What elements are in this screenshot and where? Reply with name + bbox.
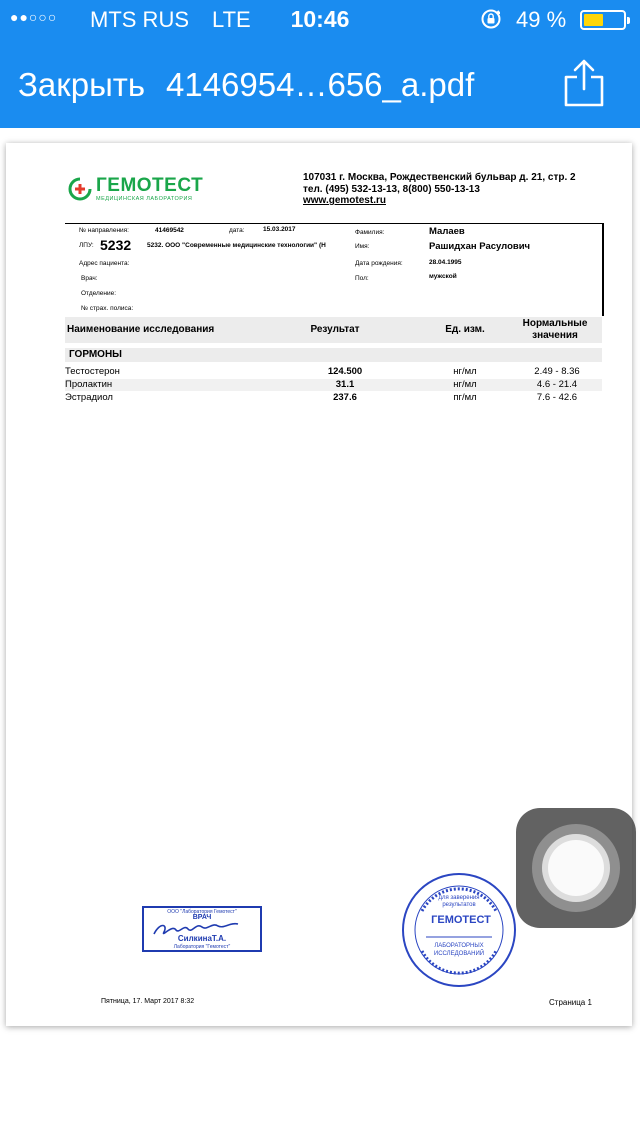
- birth-value: 28.04.1995: [429, 259, 462, 266]
- status-bar: [0, 0, 640, 40]
- test-unit: нг/мл: [453, 379, 477, 390]
- lab-address: [303, 172, 576, 207]
- doctor-label: Врач:: [81, 275, 98, 282]
- date-label: дата:: [229, 227, 245, 234]
- document-title: 4146954…656_a.pdf: [166, 66, 475, 103]
- assistive-ring-inner: [548, 840, 604, 896]
- page-number: Страница 1: [549, 998, 592, 1007]
- header-unit: Ед. изм.: [445, 324, 485, 335]
- table-row: [65, 392, 602, 404]
- test-unit: нг/мл: [453, 366, 477, 377]
- table-row: [65, 366, 602, 378]
- logo-name: ГЕМОТЕСТ: [96, 175, 204, 196]
- lab-round-stamp: [400, 871, 518, 989]
- sex-label: Пол:: [355, 275, 369, 282]
- test-result: 31.1: [335, 379, 355, 390]
- address-label: Адрес пациента:: [79, 260, 130, 267]
- round-stamp-brand: ГЕМОТЕСТ: [431, 914, 491, 926]
- lpu-value: 5232: [100, 237, 132, 253]
- sex-value: мужской: [429, 273, 457, 280]
- department-label: Отделение:: [81, 290, 117, 297]
- assistive-touch-icon[interactable]: [516, 808, 636, 928]
- clock: 10:46: [290, 6, 350, 32]
- share-icon[interactable]: [562, 58, 606, 108]
- surname-label: Фамилия:: [355, 229, 385, 236]
- surname-value: Малаев: [429, 226, 465, 237]
- doctor-stamp-title: ВРАЧ: [192, 914, 212, 921]
- header-norm-1: Нормальные: [522, 318, 588, 329]
- top-bar: [0, 0, 640, 128]
- test-result: 124.500: [327, 366, 363, 377]
- round-stamp-icon: [400, 871, 518, 989]
- address-line: 107031 г. Москва, Рождественский бульвар д. 21, стр. 2: [303, 172, 576, 183]
- battery-icon: [580, 10, 626, 30]
- nav-bar: [0, 40, 640, 128]
- logo-subtitle: МЕДИЦИНСКАЯ ЛАБОРАТОРИЯ: [96, 196, 193, 202]
- gemotest-logo: [68, 173, 208, 205]
- doctor-stamp: [142, 906, 262, 952]
- close-button[interactable]: Закрыть: [18, 66, 146, 103]
- birth-label: Дата рождения:: [355, 260, 403, 267]
- test-unit: пг/мл: [453, 392, 477, 403]
- test-name: Эстрадиол: [65, 392, 113, 403]
- policy-label: № страх. полиса:: [81, 305, 134, 312]
- test-norm: 7.6 - 42.6: [536, 392, 578, 403]
- carrier-name: MTS RUS: [90, 7, 189, 32]
- doctor-stamp-name: СилкинаТ.А.: [177, 934, 227, 943]
- test-norm: 2.49 - 8.36: [534, 366, 580, 377]
- name-value: Рашидхан Расулович: [429, 241, 531, 252]
- print-date: Пятница, 17. Март 2017 8:32: [101, 998, 195, 1005]
- lpu-label: ЛПУ:: [79, 242, 94, 249]
- round-stamp-top: для заверения результатов: [438, 895, 480, 908]
- doctor-stamp-bottom: Лаборатория "Гемотест": [173, 944, 231, 950]
- header-test: Наименование исследования: [67, 324, 215, 335]
- battery-percent: 49 %: [516, 7, 567, 32]
- name-label: Имя:: [355, 243, 370, 250]
- results-table-header: [65, 317, 602, 343]
- network-type: LTE: [212, 7, 251, 32]
- referral-value: 41469542: [155, 227, 184, 234]
- patient-info: [65, 223, 604, 316]
- table-row: [65, 379, 602, 391]
- lpu-name: 5232. ООО "Современные медицинские технологии" (Н: [147, 242, 326, 249]
- orientation-lock-icon: [480, 8, 502, 30]
- test-name: Тестостерон: [65, 366, 120, 377]
- header-norm-2: значения: [532, 330, 578, 341]
- signal-strength: ●●○○○: [10, 9, 58, 25]
- doctor-stamp-org: ООО "Лаборатория Гемотест": [167, 909, 237, 915]
- referral-label: № направления:: [79, 227, 129, 234]
- battery-fill: [584, 14, 603, 26]
- date-value: 15.03.2017: [263, 226, 296, 233]
- test-result: 237.6: [333, 392, 357, 403]
- phone-line: тел. (495) 532-13-13, 8(800) 550-13-13: [303, 183, 480, 195]
- test-norm: 4.6 - 21.4: [536, 379, 578, 390]
- test-name: Пролактин: [65, 379, 113, 390]
- section-hormones: [65, 348, 602, 362]
- round-stamp-bottom: ЛАБОРАТОРНЫХ ИССЛЕДОВАНИЙ: [433, 943, 485, 957]
- header-result: Результат: [310, 324, 360, 335]
- battery-nub: [627, 17, 630, 24]
- website-link[interactable]: www.gemotest.ru: [303, 195, 386, 206]
- section-title: ГОРМОНЫ: [69, 349, 122, 360]
- logo-mark-icon: [68, 177, 92, 201]
